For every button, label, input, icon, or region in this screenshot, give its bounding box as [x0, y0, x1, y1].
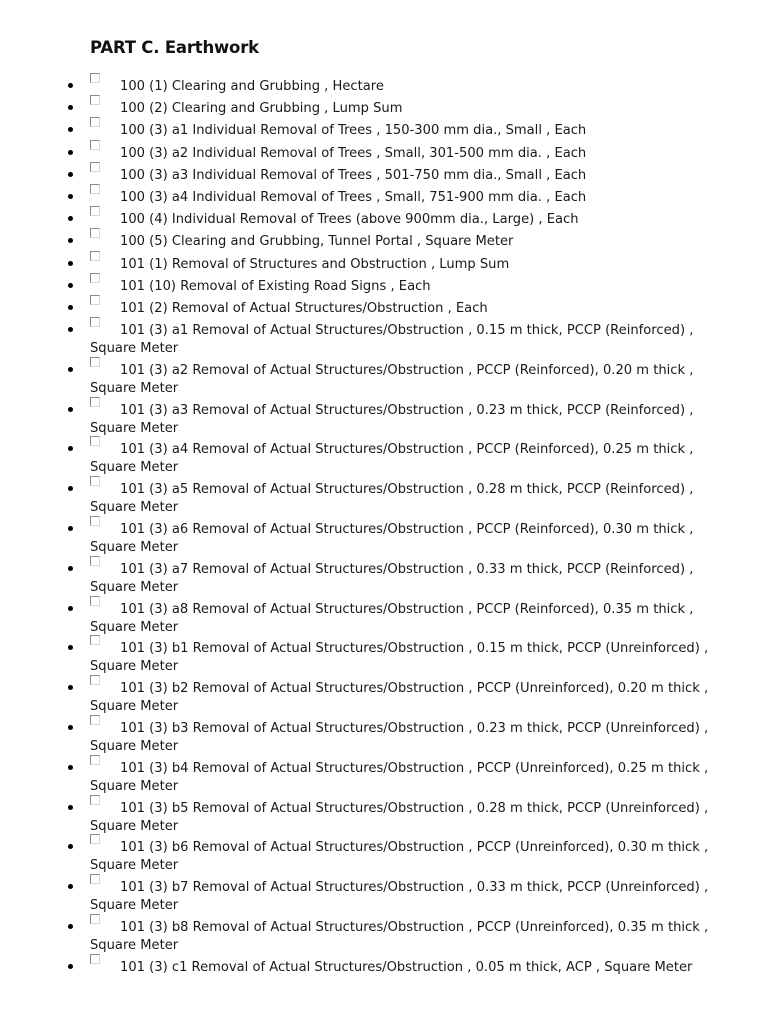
list-item: [0, 879, 768, 919]
bullet-icon: [68, 216, 73, 221]
item-label-continuation: Square Meter: [90, 619, 179, 635]
bullet-icon: [68, 194, 73, 199]
bullet-icon: [68, 645, 73, 650]
item-label: 101 (3) a1 Removal of Actual Structures/Obstruction , 0.15 m thick, PCCP (Reinforced) ,: [120, 323, 694, 339]
item-label: 101 (3) c1 Removal of Actual Structures/Obstruction , 0.05 m thick, ACP , Square Meter: [120, 959, 693, 975]
list-item: [0, 919, 768, 959]
item-label-continuation: Square Meter: [90, 540, 179, 556]
item-checkbox[interactable]: [90, 834, 100, 844]
bullet-icon: [68, 685, 73, 690]
item-label-continuation: Square Meter: [90, 380, 179, 396]
item-checkbox[interactable]: [90, 755, 100, 765]
bullet-icon: [68, 261, 73, 266]
item-checkbox[interactable]: [90, 357, 100, 367]
item-checkbox[interactable]: [90, 715, 100, 725]
list-item: [0, 640, 768, 680]
bullet-icon: [68, 327, 73, 332]
list-item: [0, 278, 768, 300]
bullet-icon: [68, 924, 73, 929]
item-checkbox[interactable]: [90, 73, 100, 83]
pay-item-list: [0, 78, 768, 981]
item-label-continuation: Square Meter: [90, 858, 179, 874]
bullet-icon: [68, 606, 73, 611]
item-label: 100 (3) a4 Individual Removal of Trees , Small, 751-900 mm dia. , Each: [120, 189, 587, 205]
bullet-icon: [68, 526, 73, 531]
list-item: [0, 441, 768, 481]
bullet-icon: [68, 844, 73, 849]
item-label-continuation: Square Meter: [90, 460, 179, 476]
item-label: 101 (3) a2 Removal of Actual Structures/Obstruction , PCCP (Reinforced), 0.20 m thick ,: [120, 362, 694, 378]
bullet-icon: [68, 486, 73, 491]
bullet-icon: [68, 83, 73, 88]
item-label: 101 (3) b6 Removal of Actual Structures/Obstruction , PCCP (Unreinforced), 0.30 m thick ,: [120, 840, 709, 856]
bullet-icon: [68, 884, 73, 889]
item-label: 101 (3) b3 Removal of Actual Structures/Obstruction , 0.23 m thick, PCCP (Unreinforced) ,: [120, 721, 709, 737]
item-label: 100 (4) Individual Removal of Trees (above 900mm dia., Large) , Each: [120, 212, 579, 228]
item-label: 101 (3) a4 Removal of Actual Structures/Obstruction , PCCP (Reinforced), 0.25 m thick ,: [120, 442, 694, 458]
item-label-continuation: Square Meter: [90, 739, 179, 755]
list-item: [0, 561, 768, 601]
item-label: 101 (3) a8 Removal of Actual Structures/Obstruction , PCCP (Reinforced), 0.35 m thick ,: [120, 601, 694, 617]
item-label: 100 (2) Clearing and Grubbing , Lump Sum: [120, 101, 403, 117]
item-label: 100 (3) a3 Individual Removal of Trees , 501-750 mm dia., Small , Each: [120, 167, 587, 183]
list-item: [0, 300, 768, 322]
item-label: 101 (3) b7 Removal of Actual Structures/Obstruction , 0.33 m thick, PCCP (Unreinforced) ,: [120, 880, 709, 896]
item-label: 101 (10) Removal of Existing Road Signs , Each: [120, 278, 431, 294]
list-item: [0, 760, 768, 800]
item-label-continuation: Square Meter: [90, 579, 179, 595]
bullet-icon: [68, 283, 73, 288]
item-label: 101 (3) a3 Removal of Actual Structures/Obstruction , 0.23 m thick, PCCP (Reinforced) ,: [120, 402, 694, 418]
item-checkbox[interactable]: [90, 117, 100, 127]
item-label-continuation: Square Meter: [90, 898, 179, 914]
item-label: 100 (1) Clearing and Grubbing , Hectare: [120, 79, 384, 94]
bullet-icon: [68, 238, 73, 243]
item-checkbox[interactable]: [90, 184, 100, 194]
item-label-continuation: Square Meter: [90, 778, 179, 794]
item-checkbox[interactable]: [90, 397, 100, 407]
list-item: [0, 720, 768, 760]
item-checkbox[interactable]: [90, 954, 100, 964]
item-label: 100 (3) a2 Individual Removal of Trees , Small, 301-500 mm dia. , Each: [120, 145, 587, 161]
item-label: 100 (3) a1 Individual Removal of Trees , 150-300 mm dia., Small , Each: [120, 123, 587, 139]
item-label-continuation: Square Meter: [90, 341, 179, 357]
item-checkbox[interactable]: [90, 596, 100, 606]
bullet-icon: [68, 172, 73, 177]
list-item: [0, 680, 768, 720]
list-item: [0, 145, 768, 167]
list-item: [0, 521, 768, 561]
list-item: [0, 256, 768, 278]
bullet-icon: [68, 765, 73, 770]
item-label: 101 (3) b5 Removal of Actual Structures/Obstruction , 0.28 m thick, PCCP (Unreinforced) ,: [120, 800, 709, 816]
list-item: [0, 362, 768, 402]
list-item: [0, 211, 768, 233]
item-label: 101 (1) Removal of Structures and Obstruction , Lump Sum: [120, 256, 510, 272]
bullet-icon: [68, 964, 73, 969]
item-label-continuation: Square Meter: [90, 500, 179, 516]
list-item: [0, 601, 768, 641]
bullet-icon: [68, 446, 73, 451]
item-label: 101 (3) b1 Removal of Actual Structures/Obstruction , 0.15 m thick, PCCP (Unreinforced) ,: [120, 641, 709, 657]
list-item: [0, 322, 768, 362]
item-label-continuation: Square Meter: [90, 420, 179, 436]
item-label: 101 (3) a5 Removal of Actual Structures/Obstruction , 0.28 m thick, PCCP (Reinforced) ,: [120, 482, 694, 498]
list-item: [0, 402, 768, 442]
list-item: [0, 189, 768, 211]
item-label-continuation: Square Meter: [90, 938, 179, 954]
item-checkbox[interactable]: [90, 516, 100, 526]
item-checkbox[interactable]: [90, 635, 100, 645]
item-checkbox[interactable]: [90, 556, 100, 566]
bullet-icon: [68, 127, 73, 132]
item-checkbox[interactable]: [90, 162, 100, 172]
bullet-icon: [68, 367, 73, 372]
list-item: [0, 122, 768, 144]
list-item: [0, 481, 768, 521]
bullet-icon: [68, 725, 73, 730]
item-label: 101 (3) a6 Removal of Actual Structures/Obstruction , PCCP (Reinforced), 0.30 m thick ,: [120, 522, 694, 538]
item-label: 101 (3) b2 Removal of Actual Structures/Obstruction , PCCP (Unreinforced), 0.20 m thick ,: [120, 681, 709, 697]
item-label-continuation: Square Meter: [90, 699, 179, 715]
item-checkbox[interactable]: [90, 675, 100, 685]
item-checkbox[interactable]: [90, 273, 100, 283]
item-label: 101 (2) Removal of Actual Structures/Obstruction , Each: [120, 300, 488, 316]
item-checkbox[interactable]: [90, 436, 100, 446]
list-item: [0, 959, 768, 981]
item-label: 101 (3) b4 Removal of Actual Structures/Obstruction , PCCP (Unreinforced), 0.25 m thick ,: [120, 760, 709, 776]
item-checkbox[interactable]: [90, 914, 100, 924]
item-checkbox[interactable]: [90, 295, 100, 305]
item-checkbox[interactable]: [90, 140, 100, 150]
item-checkbox[interactable]: [90, 317, 100, 327]
item-checkbox[interactable]: [90, 795, 100, 805]
page-title: PART C. Earthwork: [90, 38, 259, 57]
bullet-icon: [68, 407, 73, 412]
item-label: 100 (5) Clearing and Grubbing, Tunnel Portal , Square Meter: [120, 234, 514, 250]
bullet-icon: [68, 105, 73, 110]
item-checkbox[interactable]: [90, 874, 100, 884]
list-item: [0, 839, 768, 879]
item-checkbox[interactable]: [90, 228, 100, 238]
item-checkbox[interactable]: [90, 251, 100, 261]
bullet-icon: [68, 805, 73, 810]
bullet-icon: [68, 566, 73, 571]
item-checkbox[interactable]: [90, 476, 100, 486]
list-item: [0, 78, 768, 100]
bullet-icon: [68, 305, 73, 310]
item-label: 101 (3) b8 Removal of Actual Structures/Obstruction , PCCP (Unreinforced), 0.35 m thick ,: [120, 920, 709, 936]
list-item: [0, 167, 768, 189]
item-checkbox[interactable]: [90, 95, 100, 105]
list-item: [0, 100, 768, 122]
bullet-icon: [68, 150, 73, 155]
list-item: [0, 800, 768, 840]
item-label-continuation: Square Meter: [90, 818, 179, 834]
item-label: 101 (3) a7 Removal of Actual Structures/Obstruction , 0.33 m thick, PCCP (Reinforced) ,: [120, 561, 694, 577]
list-item: [0, 233, 768, 255]
item-label-continuation: Square Meter: [90, 659, 179, 675]
item-checkbox[interactable]: [90, 206, 100, 216]
